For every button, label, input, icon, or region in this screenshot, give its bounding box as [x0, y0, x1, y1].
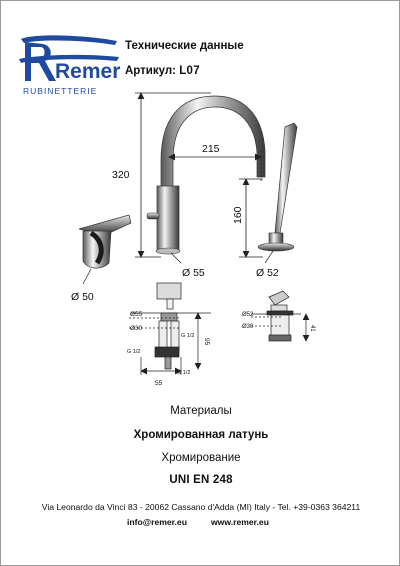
standard-value: UNI EN 248 [169, 474, 233, 486]
reach-label: 215 [202, 143, 220, 155]
detail-width-label: 55 [155, 380, 163, 387]
article-code: L07 [179, 65, 200, 77]
lever-mixer [79, 215, 131, 268]
material-value: Хромированная латунь [133, 429, 269, 441]
email-link[interactable]: info@remer.eu [127, 517, 187, 527]
detail-diam-30: Ø30 [130, 325, 143, 332]
materials-heading: Материалы [170, 405, 232, 417]
mixer-body [147, 96, 265, 254]
detail2-height-label: 41 [309, 325, 315, 332]
shower-base-label: Ø 52 [256, 267, 279, 279]
detail-g-half-a: G 1/2 [181, 333, 195, 339]
detail-g-half-b: G 1/2 [127, 349, 141, 355]
finish-value: Хромирование [161, 452, 241, 464]
detail2-diam-52: Ø52 [242, 312, 254, 318]
detail-diam-55: Ø55 [130, 311, 143, 318]
website-link[interactable]: www.remer.eu [211, 517, 269, 527]
leader-lines [83, 251, 273, 284]
company-address: Via Leonardo da Vinci 83 - 20062 Cassano d'Adda (MI) Italy - Tel. +39-0363 364211 [41, 502, 361, 512]
logo-tagline: RUBINETTERIE [23, 86, 98, 96]
mixer-base-label: Ø 55 [182, 267, 205, 279]
shower-section-detail [251, 291, 309, 341]
product-drawing [1, 1, 400, 401]
lever-base-label: Ø 50 [71, 291, 94, 303]
spout-height-label: 160 [232, 206, 244, 224]
height-label: 320 [112, 169, 130, 181]
page-title: Технические данные [125, 40, 244, 52]
detail2-diam-30: Ø30 [242, 324, 254, 330]
detail-g-half-c: G 1/2 [177, 370, 191, 376]
reach-dimension [169, 151, 261, 181]
detail-height-label: 95 [203, 338, 210, 346]
article-label: Артикул: [125, 65, 177, 77]
logo-wordmark: Remer [55, 60, 121, 83]
